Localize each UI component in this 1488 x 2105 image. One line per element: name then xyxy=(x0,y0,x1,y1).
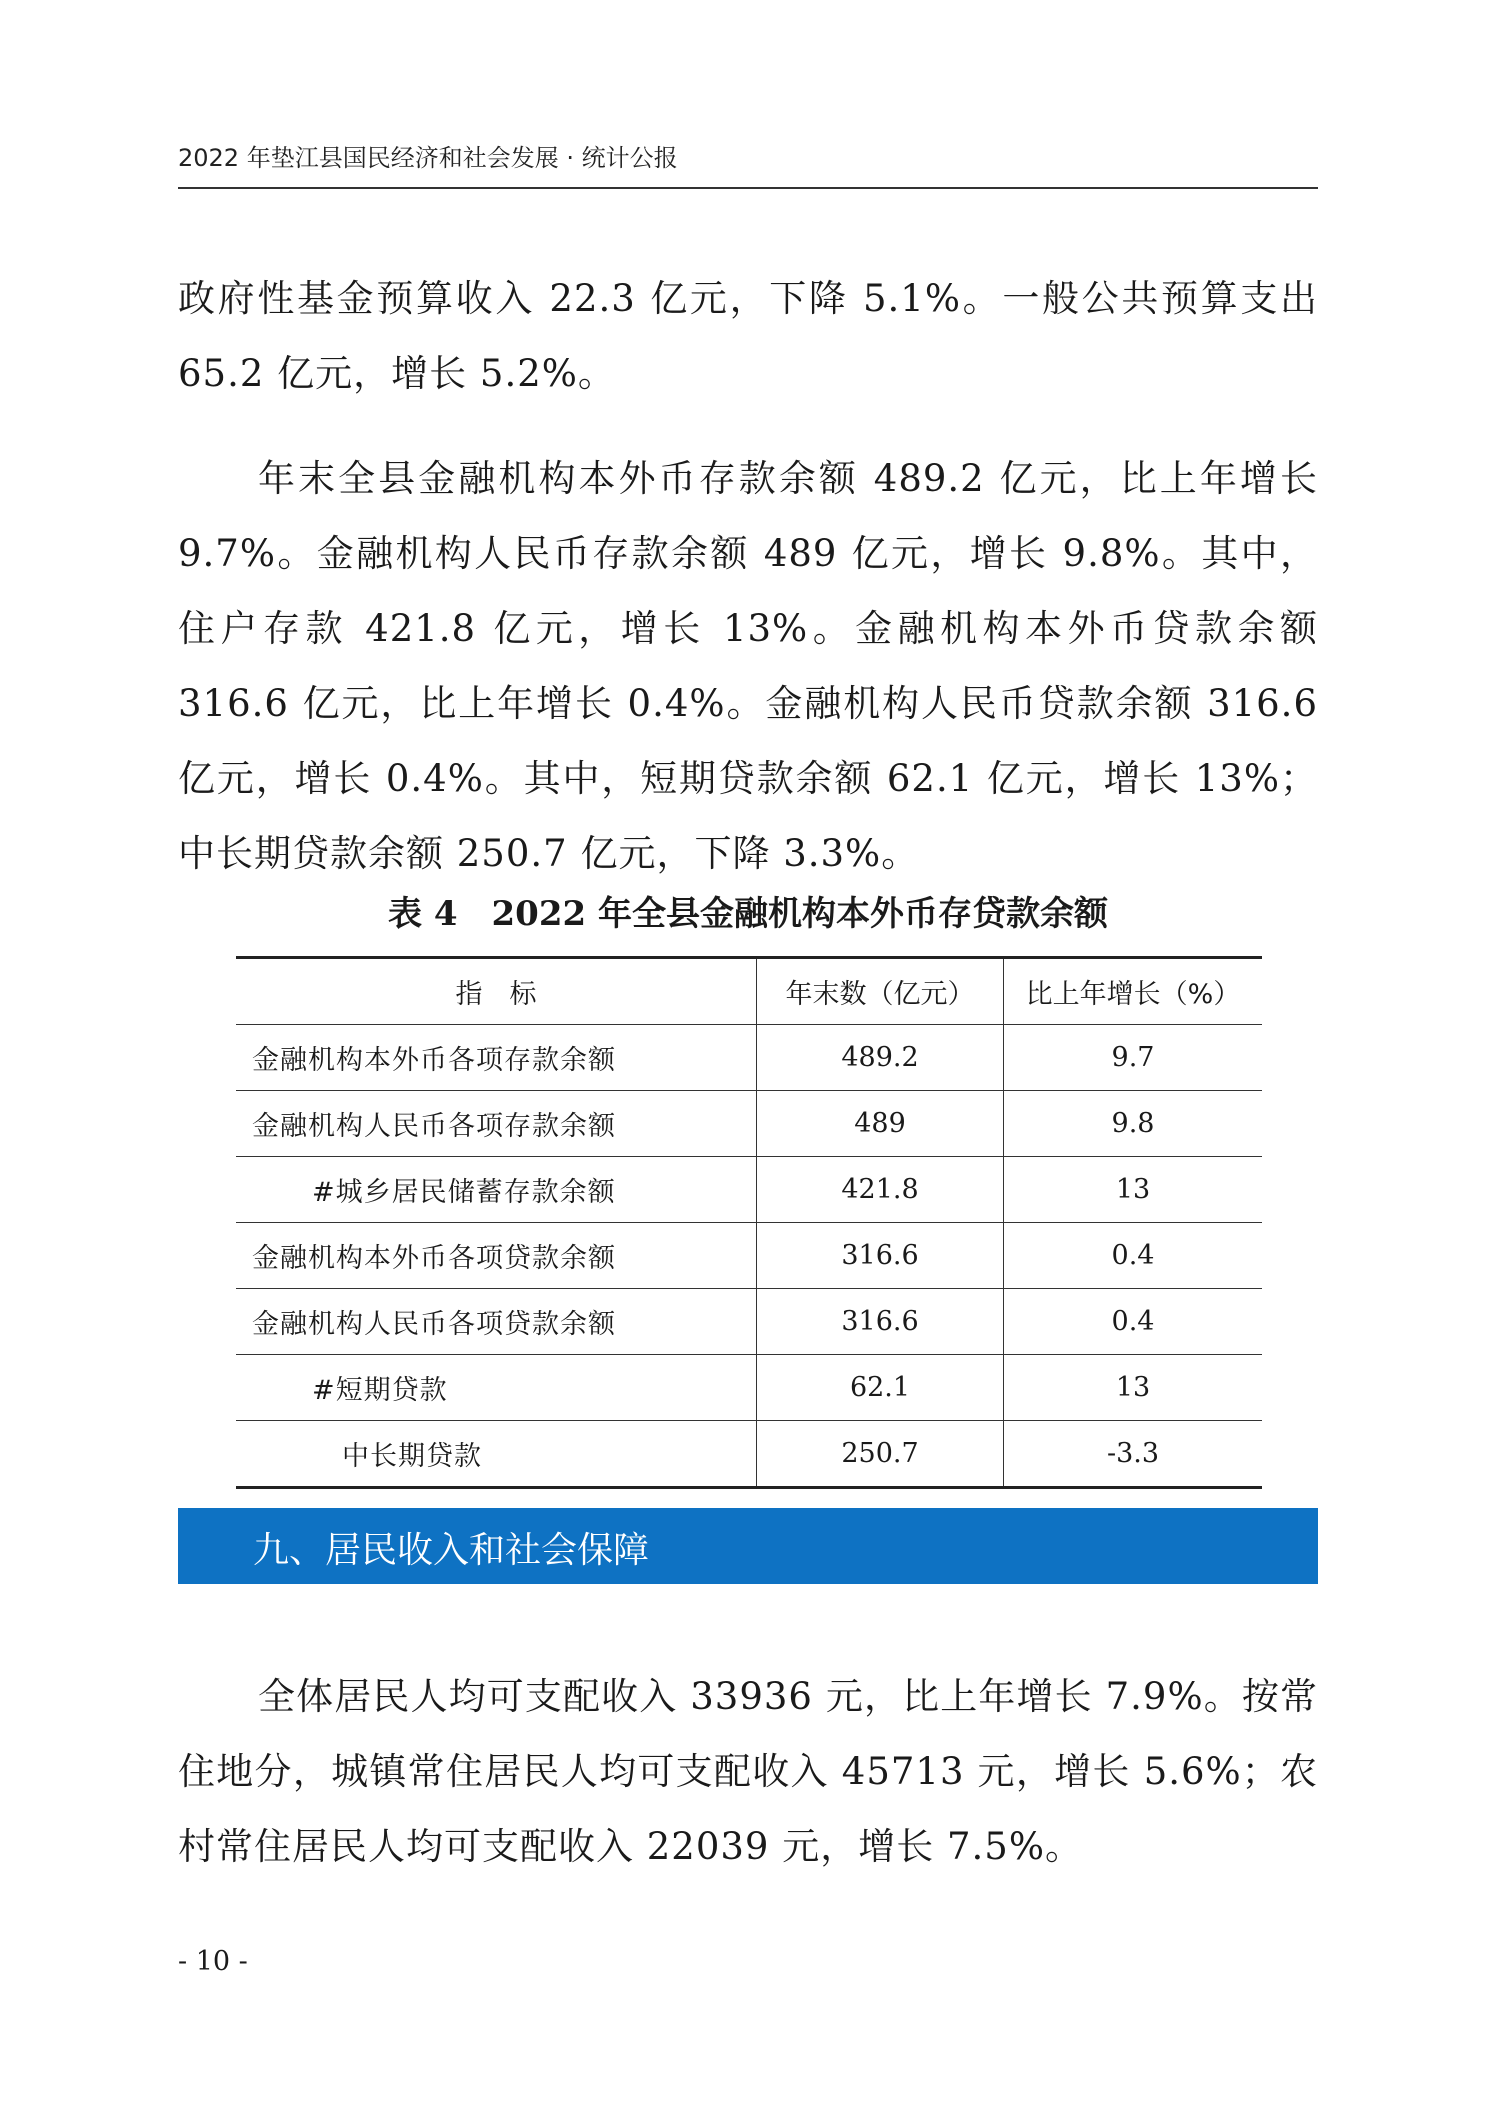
page-header: 2022 年垫江县国民经济和社会发展 · 统计公报 xyxy=(178,144,678,172)
row-value: 421.8 xyxy=(757,1157,1004,1223)
row-value: 250.7 xyxy=(757,1421,1004,1488)
row-label: #城乡居民储蓄存款余额 xyxy=(312,1177,616,1208)
row-value: 316.6 xyxy=(757,1289,1004,1355)
table-row xyxy=(236,1421,1262,1488)
row-label: #短期贷款 xyxy=(312,1375,448,1406)
row-label: 金融机构本外币各项贷款余额 xyxy=(252,1243,616,1274)
table-title: 表 4 2022 年全县金融机构本外币存贷款余额 xyxy=(388,894,1108,934)
table-row xyxy=(236,1355,1262,1421)
row-label: 中长期贷款 xyxy=(342,1441,482,1472)
table-row xyxy=(236,1223,1262,1289)
page-number: - 10 - xyxy=(178,1946,248,1977)
row-growth: 13 xyxy=(1004,1157,1263,1223)
table-row xyxy=(236,1025,1262,1091)
row-value: 489 xyxy=(757,1091,1004,1157)
table-header-row xyxy=(236,958,1262,1025)
row-value: 62.1 xyxy=(757,1355,1004,1421)
row-label: 金融机构人民币各项贷款余额 xyxy=(252,1309,616,1340)
row-growth: 0.4 xyxy=(1004,1289,1263,1355)
finance-table xyxy=(236,956,1262,1489)
row-growth: 9.8 xyxy=(1004,1091,1263,1157)
row-label: 金融机构人民币各项存款余额 xyxy=(252,1111,616,1142)
header-indicator: 指 标 xyxy=(236,958,757,1025)
table-row xyxy=(236,1289,1262,1355)
header-divider xyxy=(178,187,1318,189)
section-title: 九、居民收入和社会保障 xyxy=(253,1530,650,1571)
row-value: 316.6 xyxy=(757,1223,1004,1289)
row-growth: -3.3 xyxy=(1004,1421,1263,1488)
row-growth: 9.7 xyxy=(1004,1025,1263,1091)
paragraph-budget: 政府性基金预算收入 22.3 亿元，下降 5.1%。一般公共预算支出 65.2 亿元，增长 5.2%。 xyxy=(178,277,1318,395)
table-row xyxy=(236,1091,1262,1157)
row-growth: 0.4 xyxy=(1004,1223,1263,1289)
row-label: 金融机构本外币各项存款余额 xyxy=(252,1045,616,1076)
header-growth: 比上年增长（%） xyxy=(1004,958,1263,1025)
row-growth: 13 xyxy=(1004,1355,1263,1421)
table-row xyxy=(236,1157,1262,1223)
row-value: 489.2 xyxy=(757,1025,1004,1091)
section-banner xyxy=(178,1508,1318,1584)
header-year-end: 年末数（亿元） xyxy=(757,958,1004,1025)
paragraph-finance: 年末全县金融机构本外币存款余额 489.2 亿元，比上年增长 9.7%。金融机构人民币存款余额 489 亿元，增长 9.8%。其中，住户存款 421.8 亿元，增长 13%。金融机构本外币贷款余额 316.6 亿元，比上年增长 0.4%。金融机构人民币贷款余额 316.6 亿元，增长 0.4%。其中，短期贷款余额 62.1 亿元，增长 13%；中长期贷款余额 250.7 亿元，下降 3.3%。 xyxy=(178,457,1318,875)
paragraph-income: 全体居民人均可支配收入 33936 元，比上年增长 7.9%。按常住地分，城镇常住居民人均可支配收入 45713 元，增长 5.6%；农村常住居民人均可支配收入 22039 元，增长 7.5%。 xyxy=(178,1675,1318,1868)
